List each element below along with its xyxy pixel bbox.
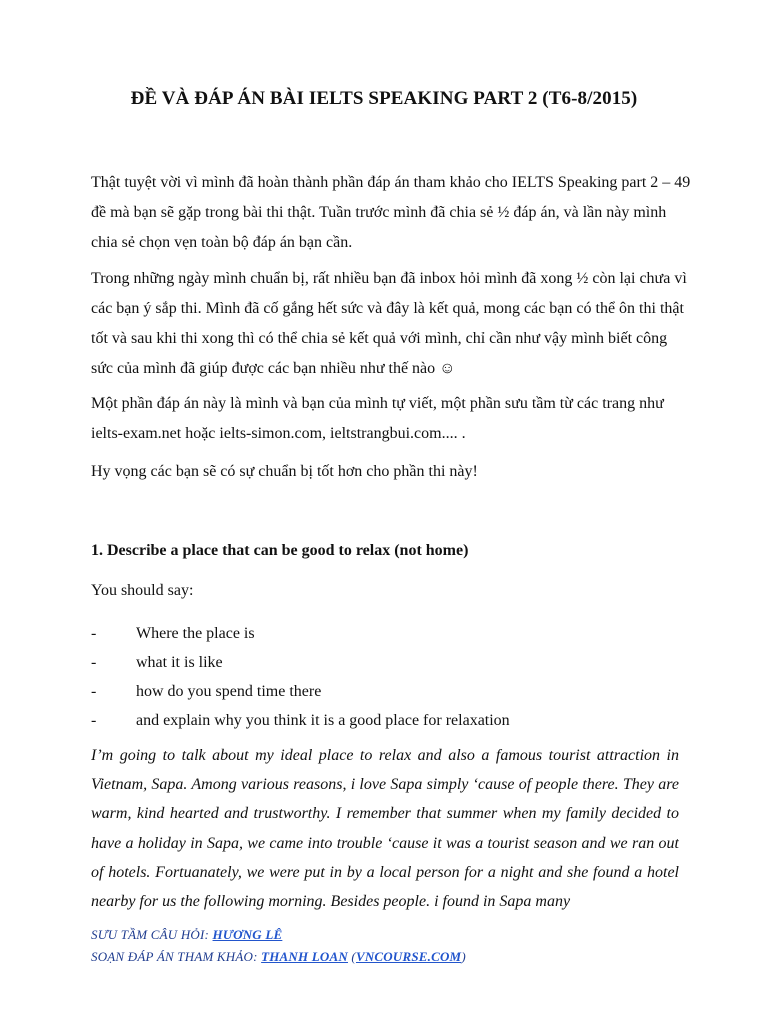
list-item-text: and explain why you think it is a good place for relaxation: [136, 712, 510, 729]
list-item: [91, 677, 510, 706]
footer-paren-open: (: [347, 949, 356, 964]
cue-card-list: [91, 619, 510, 735]
footer-label: SOẠN ĐÁP ÁN THAM KHẢO:: [91, 949, 262, 964]
sample-answer: I’m going to talk about my ideal place to relax and also a famous tourist attraction in Vietnam, Sapa. Among various reasons, i love Sapa simply ‘cause of people there. They are warm, kind hearted and trustworthy. I remember that summer when my family decided to have a holiday in Sapa, we came into trouble ‘cause it was a tourist season and we ran out of hotels. Fortuanately, we were put in by a local person for a night and she found a hotel nearby for us the following morning. Besides people. i found in Sapa many: [91, 747, 679, 911]
footer-author-link[interactable]: HƯƠNG LÊ: [212, 927, 283, 942]
list-item: [91, 619, 510, 648]
list-item: [91, 706, 510, 735]
list-item: [91, 648, 510, 677]
intro-paragraph-1: Thật tuyệt vời vì mình đã hoàn thành phần đáp án tham khảo cho IELTS Speaking part 2 – 49 đề mà bạn sẽ gặp trong bài thi thật. Tuần trước mình đã chia sẻ ½ đáp án, và lần này mình chia sẻ chọn vẹn toàn bộ đáp án bạn cần.: [91, 174, 691, 251]
list-item-text: how do you spend time there: [136, 683, 322, 700]
footer-line-2: [91, 949, 466, 965]
list-item-text: what it is like: [136, 654, 223, 671]
intro-paragraph-3: Một phần đáp án này là mình và bạn của mình tự viết, một phần sưu tầm từ các trang như ielts-exam.net hoặc ielts-simon.com, ieltstrangbui.com.... .: [91, 395, 664, 442]
question-heading: 1. Describe a place that can be good to relax (not home): [91, 542, 469, 559]
you-should-say-label: You should say:: [91, 582, 194, 599]
footer-paren-close: ): [461, 949, 466, 964]
footer-label: SƯU TẦM CÂU HỎI:: [91, 927, 213, 942]
intro-paragraph-4: Hy vọng các bạn sẽ có sự chuẩn bị tốt hơn cho phần thi này!: [91, 463, 478, 480]
footer-website-link[interactable]: VNCOURSE.COM: [355, 949, 462, 964]
bullet-dash: -: [91, 712, 97, 729]
bullet-dash: -: [91, 625, 97, 642]
footer-line-1: [91, 927, 282, 943]
intro-paragraph-2: Trong những ngày mình chuẩn bị, rất nhiều bạn đã inbox hỏi mình đã xong ½ còn lại chưa vì các bạn ý sắp thi. Mình đã cố gắng hết sức và đây là kết quả, mong các bạn có thể ôn thi thật tốt và sau khi thi xong thì có thể chia sẻ kết quả với mình, chỉ cần như vậy mình biết công sức của mình đã giúp được các bạn nhiều như thế nào ☺: [91, 270, 687, 377]
document-title: ĐỀ VÀ ĐÁP ÁN BÀI IELTS SPEAKING PART 2 (T6-8/2015): [130, 88, 638, 109]
list-item-text: Where the place is: [136, 625, 255, 642]
bullet-dash: -: [91, 683, 97, 700]
bullet-dash: -: [91, 654, 97, 671]
footer-author-link[interactable]: THANH LOAN: [261, 949, 348, 964]
